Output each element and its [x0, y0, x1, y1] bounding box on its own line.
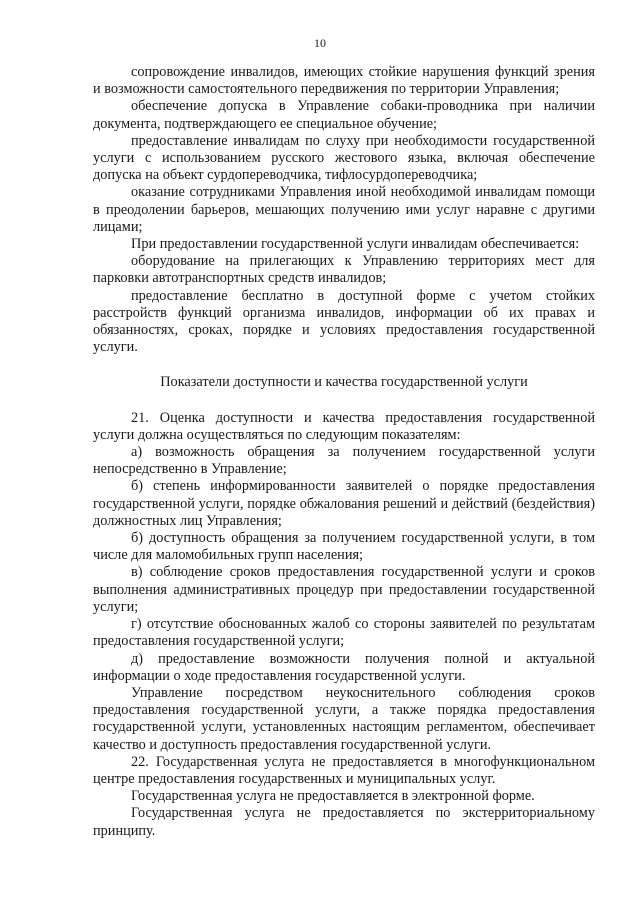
paragraph: оказание сотрудниками Управления иной необходимой инвалидам помощи в преодолении барьеров, мешающих получению ими услуг наравне с другими лицами;: [93, 184, 595, 235]
paragraph: Управление посредством неукоснительного соблюдения сроков предоставления государственной услуги, а также порядка предоставления государственной услуги, установленных настоящим регламентом, обеспечивает качество и доступность предоставления государственной услуги.: [93, 684, 595, 753]
paragraph: 22. Государственная услуга не предоставляется в многофункциональном центре предоставления государственных и муниципальных услуг.: [93, 753, 595, 787]
paragraph: Государственная услуга не предоставляется в электронной форме.: [131, 788, 535, 805]
paragraph: Государственная услуга не предоставляется по экстерриториальному принципу.: [93, 805, 595, 839]
paragraph: г) отсутствие обоснованных жалоб со стороны заявителей по результатам предоставления государственной услуги;: [93, 616, 595, 650]
paragraph: сопровождение инвалидов, имеющих стойкие нарушения функций зрения и возможности самостоятельного передвижения по территории Управления;: [93, 64, 595, 98]
paragraph: При предоставлении государственной услуги инвалидам обеспечивается:: [131, 236, 580, 253]
section-heading: Показатели доступности и качества государственной услуги: [160, 374, 528, 391]
paragraph: оборудование на прилегающих к Управлению территориях мест для парковки автотранспортных средств инвалидов;: [93, 253, 595, 287]
paragraph: б) доступность обращения за получением государственной услуги, в том числе для маломобильных групп населения;: [93, 530, 595, 564]
paragraph: 21. Оценка доступности и качества предоставления государственной услуги должна осуществляться по следующим показателям:: [93, 409, 595, 443]
page-number: 10: [314, 36, 326, 50]
paragraph: б) степень информированности заявителей о порядке предоставления государственной услуги, порядке обжалования решений и действий (бездействия) должностных лиц Управления;: [93, 478, 595, 529]
paragraph: в) соблюдение сроков предоставления государственной услуги и сроков выполнения административных процедур при предоставлении государственной услуги;: [93, 564, 595, 615]
document-body: [93, 64, 595, 840]
paragraph: а) возможность обращения за получением государственной услуги непосредственно в Управление;: [93, 444, 595, 478]
paragraph: обеспечение допуска в Управление собаки-проводника при наличии документа, подтверждающего ее специальное обучение;: [93, 98, 595, 132]
paragraph: предоставление инвалидам по слуху при необходимости государственной услуги с использованием русского жестового языка, включая обеспечение допуска на объект сурдопереводчика, тифлосурдопереводчика;: [93, 132, 595, 184]
paragraph: д) предоставление возможности получения полной и актуальной информации о ходе предоставления государственной услуги.: [93, 650, 595, 684]
paragraph: предоставление бесплатно в доступной форме с учетом стойких расстройств функций организма инвалидов, информации об их правах и обязанностях, сроках, порядке и условиях предоставления государственной услуги.: [93, 287, 595, 356]
